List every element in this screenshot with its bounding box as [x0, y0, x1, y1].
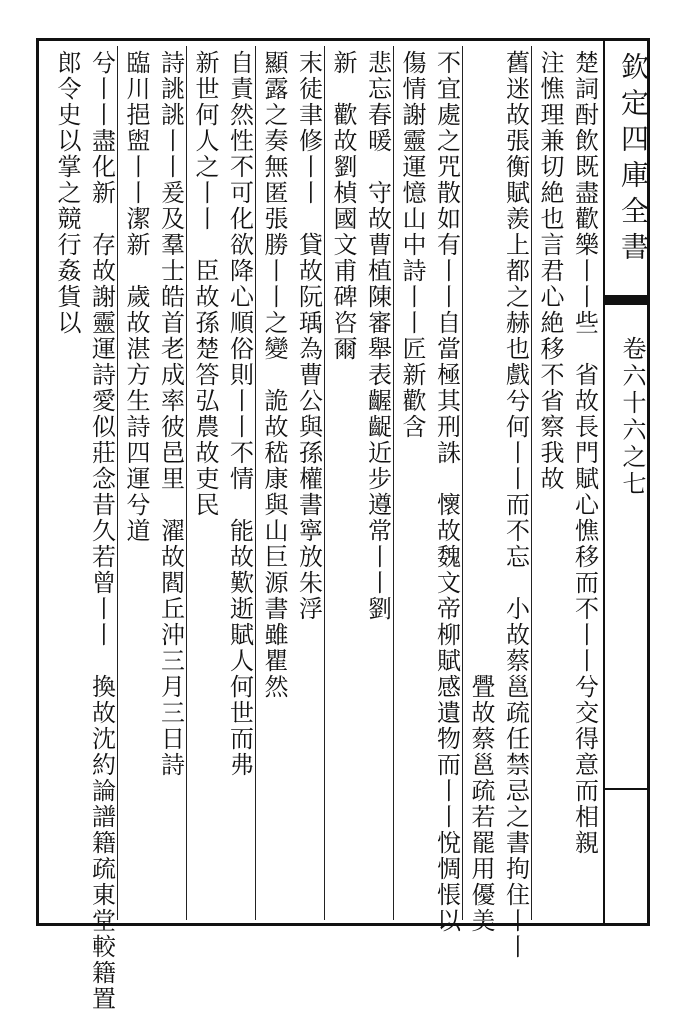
column-text: 新世何人之丨丨 臣故孫楚答弘農故吏民 — [191, 50, 220, 518]
text-column — [152, 50, 187, 910]
column-text: 詩誂誂丨丨爰及羣士皓首老成率彼邑里 濯故閻丘沖三月三日詩 — [156, 50, 185, 778]
text-column — [186, 50, 221, 910]
margin-rule — [605, 788, 649, 790]
text-column — [117, 50, 152, 910]
text-column — [290, 50, 325, 910]
column-text: 顯露之奏無匿張勝丨丨之變 詭故嵇康與山巨源書雖瞿然 — [260, 50, 289, 700]
text-column — [255, 50, 290, 910]
column-text: 臨川挹盥丨丨潔新 歲故湛方生詩四運兮道 — [122, 50, 151, 544]
column-text: 楚詞酎飲既盡歡樂丨丨些 省故長門賦心憔移而不丨丨兮交得意而相親 — [570, 50, 599, 856]
text-column — [428, 50, 463, 934]
column-text: 末徒聿修丨丨 貸故阮瑀為曹公與孫權書寧放朱浮 — [294, 50, 323, 622]
center-margin-strip — [603, 40, 649, 924]
book-title: 欽定四庫全書 — [617, 52, 650, 268]
text-column — [566, 50, 601, 910]
text-column — [462, 50, 497, 934]
column-rule — [393, 46, 394, 920]
column-text: 不宜處之咒散如有丨丨自當極其刑誅 懷故魏文帝柳賦感遺物而丨丨悅惆悵以 — [432, 50, 461, 934]
column-rule — [117, 46, 118, 920]
column-text: 兮丨丨盡化新 存故謝靈運詩愛似莊念昔久若曾丨丨 換故沈約論譜籍疏東堂較籍置 — [87, 50, 116, 1012]
text-column — [48, 50, 83, 910]
text-column — [324, 50, 359, 910]
column-text: 自責然性不可化欲降心順俗則丨丨不情 能故歎逝賦人何世而弗 — [225, 50, 254, 778]
column-rule — [531, 46, 532, 920]
text-column — [497, 50, 532, 960]
text-column — [393, 50, 428, 910]
column-rule — [255, 46, 256, 920]
text-column — [221, 50, 256, 910]
volume-label: 卷六十六之七 — [618, 336, 646, 498]
column-text: 悲忘春暖 守故曹植陳審舉表齷齪近步遵常丨丨劉 — [363, 50, 392, 622]
text-column — [359, 50, 394, 910]
text-column — [531, 50, 566, 910]
column-text: 傷情謝靈運憶山中詩丨丨匠新歡含 — [398, 50, 427, 440]
column-text: 舋故蔡邕疏若罷用優美 — [467, 50, 496, 934]
fishtail-mark — [605, 295, 649, 305]
column-text: 注憔理兼切絶也言君心絶移不省察我故 — [536, 50, 565, 492]
column-rule — [186, 46, 187, 920]
text-column — [83, 50, 118, 1012]
column-text: 舊迷故張衡賦羨上都之赫也戲兮何丨丨而不忘 小故蔡邕疏任禁忌之書拘住丨丨 — [501, 50, 530, 960]
column-text: 新 歡故劉楨國文甫碑咨爾 — [329, 50, 358, 362]
column-text: 郎令史以掌之競行姦貨以 — [53, 50, 82, 336]
column-rule — [462, 46, 463, 920]
column-rule — [324, 46, 325, 920]
